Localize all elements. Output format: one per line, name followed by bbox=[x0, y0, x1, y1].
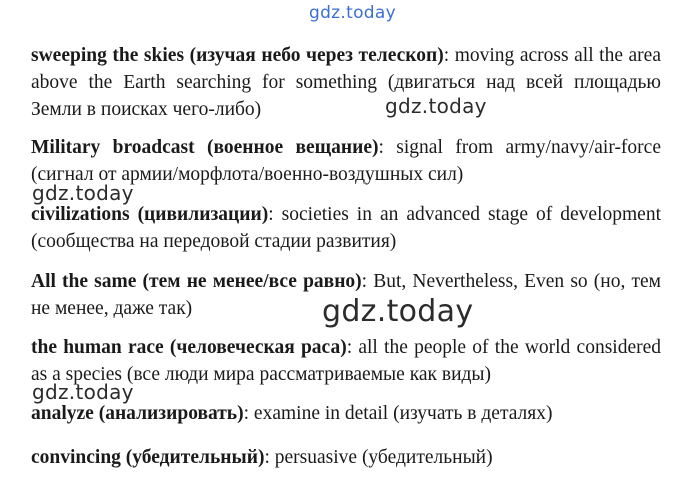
entry-definition: : persuasive (убедительный) bbox=[264, 447, 493, 468]
entry-term: the human race (человеческая раса) bbox=[31, 337, 347, 358]
watermark: gdz.today bbox=[32, 181, 134, 205]
entry-definition: : examine in detail (изучать в деталях) bbox=[243, 403, 553, 424]
glossary-entry bbox=[31, 134, 661, 188]
entry-term: sweeping the skies (изучая небо через телескоп) bbox=[31, 45, 444, 66]
entry-term: All the same (тем не менее/все равно) bbox=[31, 271, 362, 292]
watermark: gdz.today bbox=[32, 380, 134, 404]
entry-definition: : societies in an advanced stage of development (сообщества на передовой стадии развития) bbox=[31, 204, 661, 252]
entry-term: civilizations (цивилизации) bbox=[31, 204, 269, 225]
entry-term: Military broadcast (военное вещание) bbox=[31, 137, 379, 158]
entry-term: analyze (анализировать) bbox=[31, 403, 244, 424]
glossary-entry bbox=[31, 400, 661, 427]
watermark: gdz.today bbox=[322, 294, 474, 329]
watermark: gdz.today bbox=[385, 94, 487, 118]
glossary-entry bbox=[31, 444, 661, 471]
entry-definition: : signal from army/navy/air-force (сигнал от армии/морфлота/военно-воздушных сил) bbox=[31, 137, 661, 185]
entry-term: convincing (убедительный) bbox=[31, 447, 265, 468]
watermark-top: gdz.today bbox=[309, 3, 396, 23]
entry-definition: : all the people of the world considered as a species (все люди мира рассматриваемые как виды) bbox=[31, 337, 661, 385]
entry-definition: : moving across all the area above the Earth searching for something (двигаться над всей площадью Земли в поисках чего-либо) bbox=[31, 45, 661, 120]
glossary-entry bbox=[31, 201, 661, 255]
glossary-entry bbox=[31, 42, 661, 123]
entry-definition: : But, Nevertheless, Even so (но, тем не менее, даже так) bbox=[31, 271, 661, 319]
